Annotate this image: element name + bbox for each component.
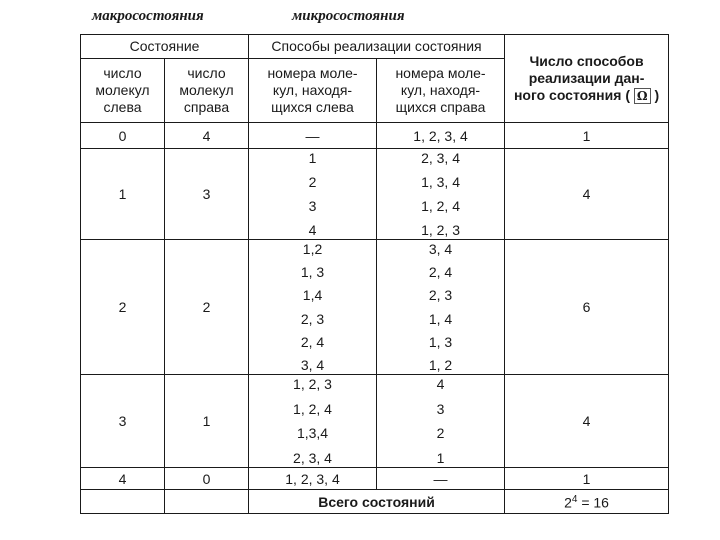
right-ids-cell: 4 3 2 1 (377, 375, 505, 468)
left-ids-cell: 1,2 1, 3 1,4 2, 3 2, 4 3, 4 (249, 240, 377, 375)
left-ids-cell: 1, 2, 3 1, 2, 4 1,3,4 2, 3, 4 (249, 375, 377, 468)
count-cell: 4 (505, 375, 669, 468)
right-count-cell: 3 (165, 149, 249, 240)
count-cell: 6 (505, 240, 669, 375)
total-label: Всего состояний (249, 490, 505, 514)
omega-symbol: Ω (634, 88, 651, 104)
left-count-header: число молекул слева (81, 59, 165, 123)
count-cell: 1 (505, 468, 669, 490)
count-header: Число способов реализации дан- ного состояния ( Ω ) (505, 35, 669, 123)
ways-header: Способы реализации состояния (249, 35, 505, 59)
left-count-cell: 3 (81, 375, 165, 468)
state-header: Состояние (81, 35, 249, 59)
left-ids-cell: — (249, 123, 377, 149)
right-count-cell: 4 (165, 123, 249, 149)
right-ids-cell: 2, 3, 4 1, 3, 4 1, 2, 4 1, 2, 3 (377, 149, 505, 240)
right-ids-cell: 3, 4 2, 4 2, 3 1, 4 1, 3 1, 2 (377, 240, 505, 375)
table-row (81, 468, 669, 490)
right-count-cell: 0 (165, 468, 249, 490)
left-count-cell: 0 (81, 123, 165, 149)
table-row (81, 240, 669, 375)
left-count-cell: 2 (81, 240, 165, 375)
table-row (81, 149, 669, 240)
states-table (80, 34, 669, 514)
left-ids-cell: 1, 2, 3, 4 (249, 468, 377, 490)
total-value: $2^4 = 16$ (505, 490, 669, 514)
left-count-cell: 1 (81, 149, 165, 240)
left-ids-header: номера моле- кул, находя- щихся слева (249, 59, 377, 123)
macrostates-label: макросостояния (92, 8, 204, 24)
empty-cell (165, 490, 249, 514)
right-ids-cell: — (377, 468, 505, 490)
left-count-cell: 4 (81, 468, 165, 490)
table-row (81, 123, 669, 149)
right-ids-header: номера моле- кул, находя- щихся справа (377, 59, 505, 123)
right-ids-cell: 1, 2, 3, 4 (377, 123, 505, 149)
right-count-cell: 2 (165, 240, 249, 375)
count-cell: 4 (505, 149, 669, 240)
total-row (81, 490, 669, 514)
microstates-label: микросостояния (292, 8, 405, 24)
table-row (81, 375, 669, 468)
empty-cell (81, 490, 165, 514)
count-cell: 1 (505, 123, 669, 149)
right-count-cell: 1 (165, 375, 249, 468)
left-ids-cell: 1 2 3 4 (249, 149, 377, 240)
right-count-header: число молекул справа (165, 59, 249, 123)
